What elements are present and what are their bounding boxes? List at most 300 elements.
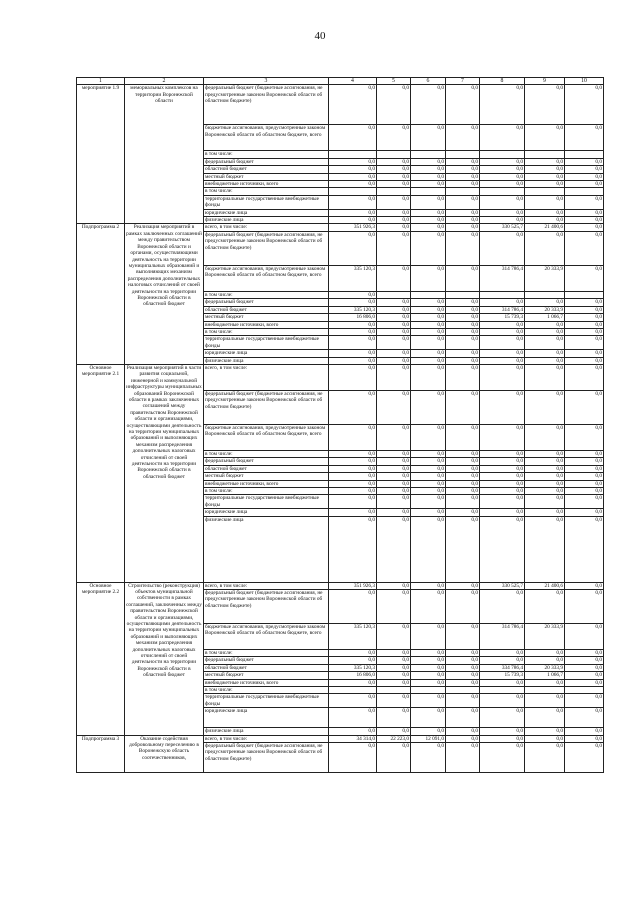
amount-cell: 0,0 (480, 424, 525, 450)
amount-cell: 0,0 (377, 357, 411, 364)
amount-cell: 0,0 (565, 657, 604, 664)
amount-cell: 0,0 (525, 450, 565, 457)
amount-cell: 0,0 (480, 473, 525, 480)
funding-source-cell: внебюджетные источники, всего (204, 480, 329, 487)
amount-cell: 335 120,3 (329, 306, 377, 313)
amount-cell: 314 786,4 (480, 265, 525, 291)
amount-cell: 0,0 (565, 672, 604, 679)
amount-cell: 0,0 (377, 624, 411, 650)
amount-cell: 0,0 (446, 672, 480, 679)
amount-cell: 0,0 (446, 328, 480, 335)
amount-cell (446, 291, 480, 298)
amount-cell (377, 151, 411, 158)
amount-cell: 0,0 (377, 173, 411, 180)
amount-cell (377, 188, 411, 195)
amount-cell: 0,0 (565, 181, 604, 188)
funding-source-cell: бюджетные ассигнования, предусмотренные законом Воронежской области об областном бюджете, всего (204, 624, 329, 650)
funding-source-cell: в том числе: (204, 151, 329, 158)
amount-cell: 0,0 (480, 166, 525, 173)
amount-cell: 0,0 (377, 224, 411, 231)
amount-cell: 0,0 (329, 450, 377, 457)
funding-source-cell: внебюджетные источники, всего (204, 181, 329, 188)
amount-cell: 0,0 (411, 195, 446, 209)
amount-cell: 0,0 (377, 336, 411, 350)
amount-cell: 0,0 (329, 390, 377, 424)
amount-cell: 335 120,3 (329, 265, 377, 291)
amount-cell: 0,0 (377, 181, 411, 188)
amount-cell (377, 687, 411, 694)
amount-cell: 0,0 (525, 679, 565, 686)
amount-cell: 0,0 (565, 158, 604, 165)
amount-cell: 0,0 (525, 350, 565, 357)
amount-cell: 0,0 (377, 158, 411, 165)
funding-source-cell: всего, в том числе: (204, 735, 329, 742)
amount-cell: 0,0 (329, 487, 377, 494)
amount-cell: 0,0 (525, 166, 565, 173)
amount-cell: 0,0 (329, 173, 377, 180)
amount-cell: 0,0 (446, 495, 480, 509)
amount-cell: 0,0 (411, 694, 446, 708)
column-header: 2 (125, 78, 204, 85)
amount-cell: 22 223,0 (377, 735, 411, 742)
amount-cell: 0,0 (411, 465, 446, 472)
funding-source-cell: федеральный бюджет (бюджетные ассигнования, не предусмотренные законом Воронежской области об областном бюджете) (204, 85, 329, 125)
funding-source-cell: местный бюджет (204, 173, 329, 180)
amount-cell: 0,0 (377, 195, 411, 209)
amount-cell: 0,0 (377, 650, 411, 657)
amount-cell: 0,0 (525, 465, 565, 472)
amount-cell: 0,0 (565, 728, 604, 735)
amount-cell: 0,0 (377, 217, 411, 224)
amount-cell: 0,0 (480, 679, 525, 686)
amount-cell: 0,0 (411, 450, 446, 457)
amount-cell: 0,0 (480, 181, 525, 188)
amount-cell: 0,0 (565, 306, 604, 313)
column-header: 1 (77, 78, 125, 85)
amount-cell: 0,0 (329, 694, 377, 708)
amount-cell: 0,0 (525, 328, 565, 335)
amount-cell: 0,0 (411, 679, 446, 686)
amount-cell: 0,0 (411, 509, 446, 516)
amount-cell: 0,0 (480, 495, 525, 509)
program-name-cell: Оказание содействия добровольному переселению в Воронежскую область соотечественников, (125, 735, 204, 772)
amount-cell: 0,0 (446, 224, 480, 231)
amount-cell: 0,0 (377, 480, 411, 487)
amount-cell: 0,0 (480, 487, 525, 494)
amount-cell: 15 739,3 (480, 314, 525, 321)
amount-cell: 0,0 (565, 487, 604, 494)
funding-source-cell: бюджетные ассигнования, предусмотренные законом Воронежской области об областном бюджете, всего (204, 265, 329, 291)
amount-cell: 0,0 (480, 125, 525, 151)
amount-cell: 0,0 (411, 364, 446, 390)
amount-cell: 12 091,0 (411, 735, 446, 742)
amount-cell (565, 151, 604, 158)
amount-cell: 0,0 (480, 328, 525, 335)
amount-cell: 0,0 (411, 650, 446, 657)
amount-cell: 0,0 (377, 314, 411, 321)
amount-cell: 0,0 (525, 516, 565, 582)
amount-cell: 0,0 (411, 181, 446, 188)
amount-cell: 0,0 (446, 582, 480, 589)
amount-cell (446, 151, 480, 158)
amount-cell: 0,0 (377, 328, 411, 335)
amount-cell: 20 333,9 (525, 664, 565, 671)
amount-cell: 0,0 (480, 299, 525, 306)
amount-cell: 0,0 (565, 465, 604, 472)
amount-cell: 0,0 (446, 306, 480, 313)
table-row (77, 224, 604, 231)
amount-cell: 0,0 (377, 743, 411, 773)
funding-source-cell: всего, в том числе: (204, 364, 329, 390)
amount-cell: 0,0 (411, 173, 446, 180)
amount-cell: 0,0 (565, 364, 604, 390)
amount-cell: 0,0 (525, 458, 565, 465)
funding-source-cell: юридические лица (204, 209, 329, 216)
amount-cell: 0,0 (480, 158, 525, 165)
program-code-cell: Основное мероприятие 2.1 (77, 364, 125, 582)
amount-cell: 0,0 (565, 125, 604, 151)
amount-cell: 0,0 (565, 357, 604, 364)
amount-cell: 0,0 (525, 480, 565, 487)
amount-cell: 0,0 (329, 465, 377, 472)
amount-cell: 0,0 (329, 458, 377, 465)
amount-cell: 0,0 (377, 694, 411, 708)
amount-cell: 0,0 (329, 424, 377, 450)
amount-cell: 0,0 (446, 321, 480, 328)
column-header: 4 (329, 78, 377, 85)
funding-source-cell: юридические лица (204, 350, 329, 357)
amount-cell: 0,0 (411, 458, 446, 465)
amount-cell: 0,0 (446, 694, 480, 708)
funding-source-cell: федеральный бюджет (бюджетные ассигнования, не предусмотренные законом Воронежской области об областном бюджете) (204, 231, 329, 265)
amount-cell: 0,0 (565, 664, 604, 671)
amount-cell: 0,0 (525, 357, 565, 364)
amount-cell: 0,0 (525, 217, 565, 224)
amount-cell: 330 525,7 (480, 224, 525, 231)
amount-cell: 16 806,0 (329, 672, 377, 679)
amount-cell: 0,0 (565, 350, 604, 357)
amount-cell: 0,0 (525, 590, 565, 624)
amount-cell: 0,0 (480, 195, 525, 209)
amount-cell: 0,0 (480, 350, 525, 357)
amount-cell: 0,0 (480, 465, 525, 472)
amount-cell: 0,0 (329, 357, 377, 364)
amount-cell: 0,0 (411, 166, 446, 173)
amount-cell: 15 739,3 (480, 672, 525, 679)
amount-cell: 0,0 (565, 336, 604, 350)
funding-source-cell: в том числе: (204, 487, 329, 494)
amount-cell: 34 314,0 (329, 735, 377, 742)
amount-cell: 0,0 (446, 125, 480, 151)
column-header: 5 (377, 78, 411, 85)
amount-cell: 0,0 (480, 694, 525, 708)
amount-cell: 335 120,3 (329, 664, 377, 671)
column-header: 10 (565, 78, 604, 85)
amount-cell: 0,0 (565, 224, 604, 231)
amount-cell: 0,0 (446, 195, 480, 209)
program-name-cell: Реализация мероприятий в рамках заключенных соглашений между правительством Воронежской области и органами, осуществляющими деятельность на территории муниципальных образований и выполняющих механизм распределения дополнительных налоговых отчислений от своей деятельности на территории Воронежской области в областной бюджет (125, 224, 204, 364)
amount-cell: 0,0 (411, 209, 446, 216)
amount-cell: 0,0 (446, 590, 480, 624)
amount-cell (525, 687, 565, 694)
amount-cell: 0,0 (565, 231, 604, 265)
amount-cell: 0,0 (411, 336, 446, 350)
amount-cell: 334 786,4 (480, 664, 525, 671)
funding-source-cell: федеральный бюджет (бюджетные ассигнования, не предусмотренные законом Воронежской области об областном бюджете) (204, 390, 329, 424)
funding-source-cell: в том числе: (204, 328, 329, 335)
amount-cell: 335 120,3 (329, 624, 377, 650)
amount-cell: 0,0 (480, 590, 525, 624)
amount-cell: 0,0 (480, 321, 525, 328)
funding-source-cell: всего, в том числе: (204, 224, 329, 231)
funding-source-cell: областной бюджет (204, 166, 329, 173)
amount-cell: 0,0 (411, 582, 446, 589)
amount-cell: 0,0 (565, 217, 604, 224)
amount-cell: 1 066,7 (525, 314, 565, 321)
amount-cell: 0,0 (565, 265, 604, 291)
amount-cell: 0,0 (329, 291, 377, 298)
amount-cell: 0,0 (525, 209, 565, 216)
amount-cell: 0,0 (377, 265, 411, 291)
funding-source-cell: в том числе: (204, 188, 329, 195)
amount-cell: 0,0 (525, 694, 565, 708)
amount-cell: 0,0 (329, 166, 377, 173)
amount-cell: 0,0 (480, 173, 525, 180)
table-row (77, 364, 604, 390)
funding-source-cell: территориальные государственные внебюджетные фонды (204, 336, 329, 350)
amount-cell: 0,0 (565, 424, 604, 450)
amount-cell: 0,0 (525, 487, 565, 494)
amount-cell: 0,0 (525, 231, 565, 265)
amount-cell: 0,0 (329, 85, 377, 125)
amount-cell: 0,0 (377, 465, 411, 472)
amount-cell: 0,0 (480, 390, 525, 424)
amount-cell: 0,0 (446, 650, 480, 657)
amount-cell: 0,0 (446, 314, 480, 321)
amount-cell: 0,0 (411, 728, 446, 735)
amount-cell: 0,0 (446, 516, 480, 582)
amount-cell: 0,0 (411, 314, 446, 321)
amount-cell: 0,0 (377, 728, 411, 735)
amount-cell: 0,0 (446, 350, 480, 357)
program-name-cell: мемориальных комплексов на территории Воронежской области (125, 85, 204, 224)
amount-cell: 0,0 (377, 664, 411, 671)
amount-cell: 0,0 (565, 495, 604, 509)
amount-cell: 0,0 (411, 708, 446, 728)
funding-source-cell: местный бюджет (204, 473, 329, 480)
amount-cell: 0,0 (411, 624, 446, 650)
amount-cell: 0,0 (411, 217, 446, 224)
funding-source-cell: физические лица (204, 217, 329, 224)
amount-cell: 0,0 (446, 181, 480, 188)
amount-cell: 0,0 (329, 516, 377, 582)
amount-cell: 0,0 (525, 424, 565, 450)
amount-cell: 0,0 (377, 424, 411, 450)
program-code-cell: Подпрограмма 3 (77, 735, 125, 772)
amount-cell: 0,0 (525, 728, 565, 735)
amount-cell (525, 291, 565, 298)
amount-cell: 0,0 (565, 390, 604, 424)
amount-cell: 0,0 (480, 209, 525, 216)
amount-cell: 0,0 (329, 158, 377, 165)
column-header: 6 (411, 78, 446, 85)
amount-cell: 0,0 (446, 357, 480, 364)
amount-cell (329, 687, 377, 694)
amount-cell: 0,0 (377, 458, 411, 465)
amount-cell (329, 188, 377, 195)
amount-cell: 0,0 (565, 473, 604, 480)
amount-cell: 0,0 (329, 350, 377, 357)
funding-source-cell: в том числе: (204, 650, 329, 657)
program-code-cell: мероприятие 1.9 (77, 85, 125, 224)
amount-cell: 0,0 (377, 166, 411, 173)
amount-cell: 0,0 (525, 390, 565, 424)
amount-cell: 0,0 (329, 480, 377, 487)
amount-cell (411, 188, 446, 195)
amount-cell: 0,0 (377, 473, 411, 480)
amount-cell: 0,0 (480, 657, 525, 664)
amount-cell (411, 151, 446, 158)
amount-cell (480, 188, 525, 195)
amount-cell (446, 188, 480, 195)
amount-cell: 0,0 (411, 158, 446, 165)
funding-source-cell: территориальные государственные внебюджетные фонды (204, 495, 329, 509)
funding-source-cell: федеральный бюджет (204, 158, 329, 165)
amount-cell: 0,0 (377, 495, 411, 509)
amount-cell: 0,0 (446, 265, 480, 291)
amount-cell: 0,0 (446, 299, 480, 306)
amount-cell: 0,0 (411, 495, 446, 509)
amount-cell: 0,0 (411, 480, 446, 487)
funding-source-cell: физические лица (204, 728, 329, 735)
amount-cell: 314 786,4 (480, 624, 525, 650)
amount-cell: 0,0 (480, 708, 525, 728)
amount-cell: 20 333,9 (525, 624, 565, 650)
amount-cell: 0,0 (565, 516, 604, 582)
amount-cell: 0,0 (411, 224, 446, 231)
funding-source-cell: областной бюджет (204, 306, 329, 313)
amount-cell: 0,0 (565, 321, 604, 328)
amount-cell: 0,0 (525, 495, 565, 509)
amount-cell: 0,0 (480, 231, 525, 265)
funding-source-cell: местный бюджет (204, 314, 329, 321)
funding-source-cell: бюджетные ассигнования, предусмотренные законом Воронежской области об областном бюджете, всего (204, 125, 329, 151)
amount-cell (329, 151, 377, 158)
amount-cell: 0,0 (446, 173, 480, 180)
amount-cell: 0,0 (446, 364, 480, 390)
amount-cell: 0,0 (329, 743, 377, 773)
amount-cell (565, 291, 604, 298)
amount-cell: 0,0 (565, 450, 604, 457)
amount-cell: 0,0 (377, 509, 411, 516)
funding-source-cell: федеральный бюджет (бюджетные ассигнования, не предусмотренные законом Воронежской области об областном бюджете) (204, 590, 329, 624)
amount-cell: 0,0 (329, 590, 377, 624)
amount-cell (565, 188, 604, 195)
amount-cell: 0,0 (565, 480, 604, 487)
amount-cell: 0,0 (446, 624, 480, 650)
amount-cell: 0,0 (446, 473, 480, 480)
amount-cell: 0,0 (446, 85, 480, 125)
column-header: 3 (204, 78, 329, 85)
amount-cell: 0,0 (446, 424, 480, 450)
amount-cell: 0,0 (565, 173, 604, 180)
amount-cell: 0,0 (329, 495, 377, 509)
table-row (77, 582, 604, 589)
amount-cell: 0,0 (480, 743, 525, 773)
funding-source-cell: в том числе: (204, 291, 329, 298)
amount-cell (480, 687, 525, 694)
amount-cell: 0,0 (377, 209, 411, 216)
amount-cell: 0,0 (525, 299, 565, 306)
amount-cell: 314 786,4 (480, 306, 525, 313)
amount-cell: 0,0 (446, 708, 480, 728)
amount-cell: 0,0 (446, 231, 480, 265)
amount-cell: 0,0 (411, 516, 446, 582)
amount-cell: 0,0 (525, 321, 565, 328)
funding-source-cell: внебюджетные источники, всего (204, 679, 329, 686)
column-header: 7 (446, 78, 480, 85)
amount-cell: 0,0 (525, 125, 565, 151)
amount-cell: 0,0 (411, 231, 446, 265)
amount-cell: 0,0 (377, 231, 411, 265)
table-header-row (77, 78, 604, 85)
funding-source-cell: федеральный бюджет (204, 458, 329, 465)
amount-cell: 0,0 (525, 650, 565, 657)
amount-cell: 0,0 (377, 708, 411, 728)
amount-cell (377, 291, 411, 298)
amount-cell: 0,0 (525, 743, 565, 773)
funding-source-cell: физические лица (204, 516, 329, 582)
amount-cell: 0,0 (411, 487, 446, 494)
amount-cell: 0,0 (411, 306, 446, 313)
amount-cell: 0,0 (446, 664, 480, 671)
funding-source-cell: бюджетные ассигнования, предусмотренные законом Воронежской области об областном бюджете, всего (204, 424, 329, 450)
amount-cell: 0,0 (377, 590, 411, 624)
amount-cell: 0,0 (411, 299, 446, 306)
amount-cell: 351 926,3 (329, 224, 377, 231)
amount-cell: 0,0 (480, 336, 525, 350)
amount-cell: 20 333,9 (525, 265, 565, 291)
amount-cell: 16 806,0 (329, 314, 377, 321)
amount-cell: 0,0 (377, 350, 411, 357)
amount-cell: 0,0 (446, 217, 480, 224)
amount-cell: 0,0 (329, 364, 377, 390)
amount-cell: 0,0 (377, 85, 411, 125)
amount-cell: 0,0 (565, 735, 604, 742)
amount-cell: 0,0 (565, 299, 604, 306)
amount-cell: 0,0 (446, 509, 480, 516)
amount-cell: 0,0 (525, 195, 565, 209)
amount-cell: 0,0 (377, 321, 411, 328)
amount-cell: 0,0 (329, 328, 377, 335)
amount-cell: 0,0 (329, 650, 377, 657)
amount-cell: 0,0 (565, 166, 604, 173)
amount-cell: 0,0 (329, 679, 377, 686)
amount-cell: 0,0 (565, 314, 604, 321)
amount-cell: 0,0 (446, 390, 480, 424)
page-number: 40 (314, 30, 326, 42)
amount-cell: 0,0 (446, 166, 480, 173)
amount-cell: 0,0 (446, 480, 480, 487)
amount-cell: 0,0 (525, 364, 565, 390)
amount-cell: 0,0 (525, 336, 565, 350)
amount-cell: 0,0 (525, 735, 565, 742)
amount-cell (565, 687, 604, 694)
amount-cell: 0,0 (329, 209, 377, 216)
funding-source-cell: юридические лица (204, 509, 329, 516)
funding-source-cell: в том числе: (204, 687, 329, 694)
amount-cell: 0,0 (480, 85, 525, 125)
